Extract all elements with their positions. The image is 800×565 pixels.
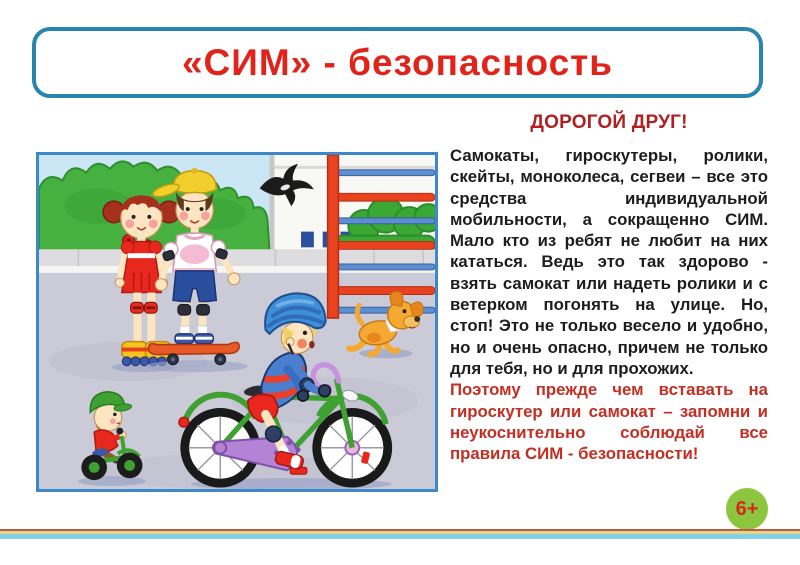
main-paragraph: Самокаты, гироскутеры, ролики, скейты, моноколеса, сегвеи – все это средства индивидуальной мобильности, а сокращенно СИМ. Мало кто из ребят не любит на них кататься. Ведь это так здорово - взять самокат или надеть ролики и с ветерком погонять на улице. Но, стоп! Это не только весело и удобно, но и очень опасно, причем не только для тебя, но и для прохожих.: [450, 146, 768, 378]
window: [301, 232, 314, 248]
age-rating-badge: [726, 488, 768, 530]
greeting-heading: ДОРОГОЙ ДРУГ!: [530, 112, 688, 133]
age-rating-label: 6+: [735, 497, 759, 520]
skateboard: [149, 342, 240, 354]
title-box: [32, 27, 763, 98]
page-title: «СИМ» - безопасность: [181, 41, 614, 83]
illustration-frame: [36, 152, 438, 492]
warning-paragraph: Поэтому прежде чем вставать на гироскутер или самокат – запомни и неукоснительно соблюдай все правила СИМ - безопасности!: [450, 380, 768, 464]
scene-illustration: [39, 155, 435, 489]
text-column: [450, 112, 768, 464]
footer-stripe-cyan: [0, 534, 800, 539]
cap: [173, 171, 216, 193]
